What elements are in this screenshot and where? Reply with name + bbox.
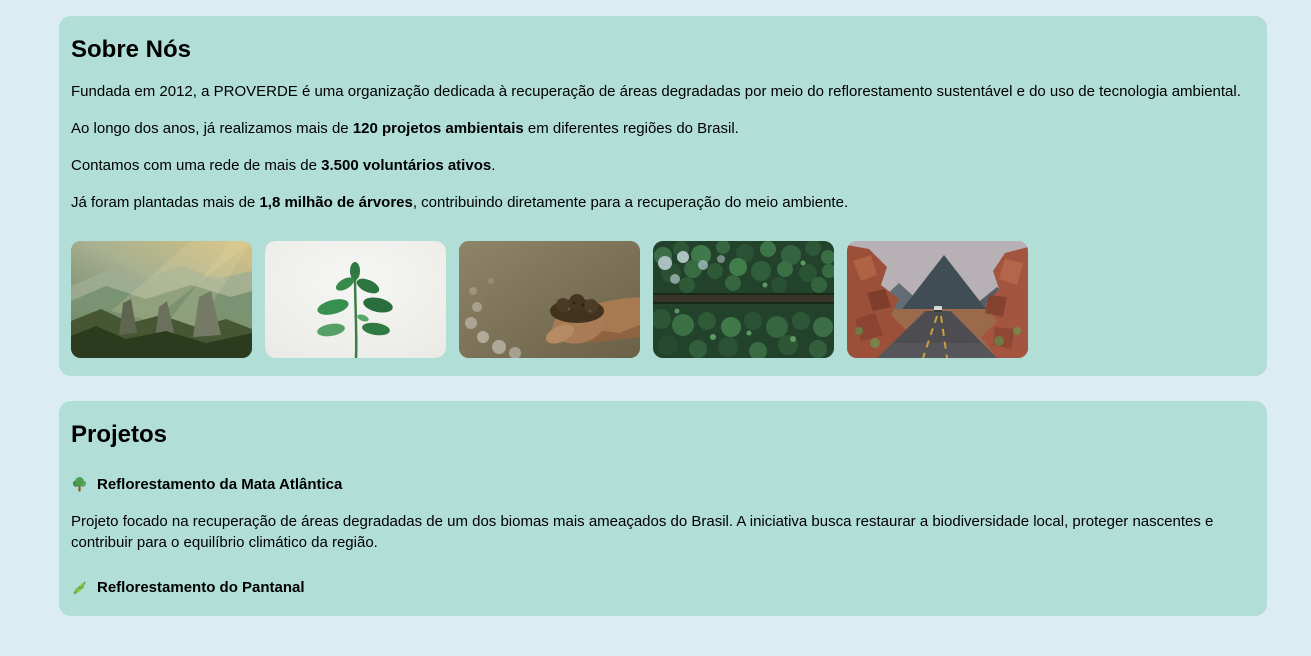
paragraph-text: Ao longo dos anos, já realizamos mais de — [71, 119, 353, 137]
paragraph-text: Já foram plantadas mais de — [71, 193, 260, 211]
about-paragraph-4 — [71, 192, 1243, 213]
about-paragraph-2 — [71, 118, 1243, 139]
about-title: Sobre Nós — [71, 36, 192, 63]
canyon-road-photo — [847, 241, 1028, 358]
about-paragraph-3 — [71, 155, 1243, 176]
herb-icon — [71, 579, 88, 596]
paragraph-bold: 120 projetos ambientais — [352, 119, 524, 137]
paragraph-text: Fundada em 2012, a PROVERDE é uma organização dedicada à recuperação de áreas degradadas por meio do reflorestamento sustentável e do uso de tecnologia ambiental. — [71, 82, 1241, 100]
paragraph-bold: 3.500 voluntários ativos — [321, 156, 492, 174]
project-title-label: Reflorestamento do Pantanal — [97, 578, 305, 596]
paragraph-text: em diferentes regiões do Brasil. — [523, 119, 739, 137]
project-title-mata-atlantica — [71, 474, 1243, 495]
paragraph-text: . — [491, 156, 496, 174]
project-title-label: Reflorestamento da Mata Atlântica — [97, 475, 343, 493]
paragraph-bold: 1,8 milhão de árvores — [259, 193, 413, 211]
project-title-pantanal — [71, 577, 1243, 598]
seedling-photo — [265, 241, 446, 358]
aerial-forest-road-photo — [653, 241, 834, 358]
projects-section — [59, 401, 1267, 616]
hands-holding-soil-photo — [459, 241, 640, 358]
mountain-landscape-photo — [71, 241, 252, 358]
paragraph-text: Contamos com uma rede de mais de — [71, 156, 322, 174]
paragraph-text: , contribuindo diretamente para a recuperação do meio ambiente. — [412, 193, 849, 211]
image-gallery — [71, 241, 1243, 358]
about-paragraph-1 — [71, 81, 1243, 102]
tree-icon — [71, 476, 88, 493]
project-description: Projeto focado na recuperação de áreas degradadas de um dos biomas mais ameaçados do Brasil. A iniciativa busca restaurar a biodiversidade local, proteger nascentes e contribuir para o equilíbrio climático da região. — [71, 512, 1214, 551]
about-section — [59, 16, 1267, 376]
projects-title: Projetos — [71, 420, 168, 448]
